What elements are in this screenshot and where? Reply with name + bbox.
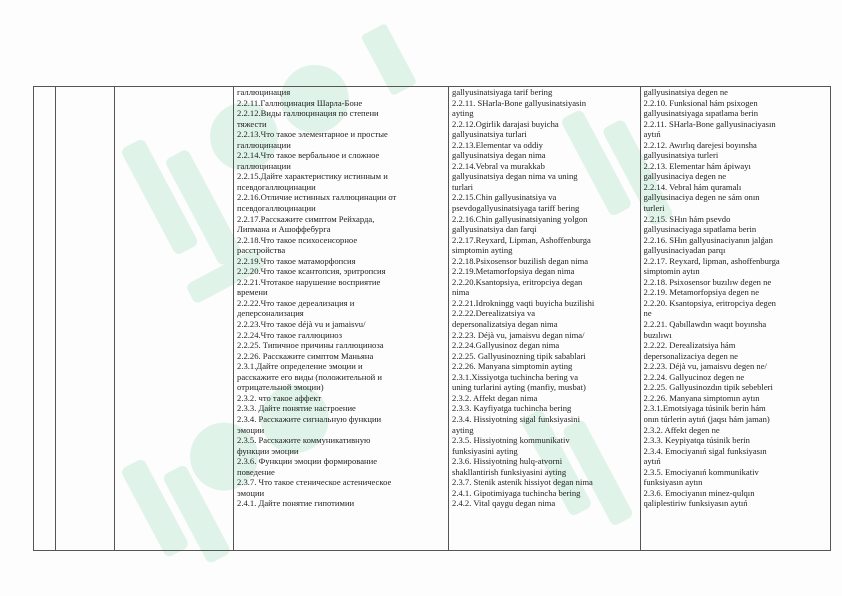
- question-line: 2.2.23.Что такое déjà vu и jamaisvu/: [237, 319, 366, 330]
- question-line: 2.2.13.Что такое элементарное и простые: [237, 129, 388, 140]
- question-line: 2.2.18.Что такое психосенсорное: [237, 234, 358, 245]
- question-line: gallyusinatsiya degan nima va uning: [452, 171, 578, 182]
- question-line: 2.2.11.Галлюцинация Шарла-Боне: [237, 97, 363, 108]
- question-line: psevdogallyusinatsiyaga tariff bering: [452, 203, 580, 214]
- question-line: ayting: [452, 424, 474, 435]
- question-line: 2.2.13. Elementar hám ápiwayı: [643, 160, 751, 171]
- karakalpak-questions-list: [641, 87, 830, 509]
- question-line: Липмана и Ашоффебурга: [237, 224, 331, 235]
- question-line: 2.3.4. Emociyanıń sigal funksiyasın: [643, 445, 767, 456]
- question-line: 2.3.2. Affekt degen ne: [643, 424, 720, 435]
- question-line: поведение: [237, 466, 275, 477]
- question-line: 2.2.22.Derealizatsiya va: [452, 308, 536, 319]
- question-line: 2.2.25. Gallyusinozning tipik sabablari: [452, 350, 586, 361]
- question-line: gallyusinaciyadan parqı: [643, 245, 726, 256]
- question-line: simptomin ayting: [452, 245, 513, 256]
- question-line: 2.3.6. Функции эмоции формирование: [237, 456, 378, 467]
- uzbek-questions-cell: [449, 87, 640, 551]
- question-line: 2.4.1. Gipotimiyaga tuchincha bering: [452, 487, 581, 498]
- question-line: 2.4.2. Vital qaygu degan nima: [452, 498, 556, 509]
- question-line: 2.2.14. Vebral hám quramalı: [643, 181, 742, 192]
- question-line: gallyusinatsiyaga sıpatlama berin: [643, 108, 759, 119]
- question-line: 2.2.17. Reyxard, lipman, ashoffenburga: [643, 255, 780, 266]
- question-line: 2.3.3. Дайте понятие настроение: [237, 403, 356, 414]
- question-line: funksiyasın aytın: [643, 477, 703, 488]
- question-line: gallyusinaciyaga sıpatlama berin: [643, 224, 757, 235]
- question-line: 2.3.3. Keypiyatqa túsinik berin: [643, 435, 750, 446]
- question-line: aytıń: [643, 129, 661, 140]
- question-line: qaliplestiriw funksiyasın aytıń: [643, 498, 748, 509]
- question-line: 2.2.12. Awırlıq darejesi boyınsha: [643, 139, 757, 150]
- question-line: 2.2.19. Metamorfopsiya degen ne: [643, 287, 760, 298]
- topic-cell: [115, 87, 234, 551]
- question-line: 2.2.14.Vebral va murakkab: [452, 160, 545, 171]
- question-line: 2.3.1.Дайте определение эмоции и: [237, 361, 363, 372]
- question-line: 2.2.24.Что такое галлюциноз: [237, 329, 342, 340]
- question-line: расскажите его виды (положительной и: [237, 371, 382, 382]
- question-line: 2.2.24. Gallyucinoz degen ne: [643, 371, 745, 382]
- question-line: 2.2.20. Ksantopsiya, eritropciya degen: [643, 297, 776, 308]
- question-line: 2.3.4. Hissiyotning sigal funksiyasini: [452, 413, 580, 424]
- question-line: тяжести: [237, 118, 267, 129]
- question-line: 2.2.26. Расскажите симптом Маньяна: [237, 350, 374, 361]
- question-line: gallyusinatsiya degan nima: [452, 150, 546, 161]
- question-line: функции эмоции: [237, 445, 299, 456]
- code-cell: [56, 87, 115, 551]
- russian-questions-cell: [234, 87, 449, 551]
- question-line: 2.2.23. Déjà vu, jamaisvu degen ne/: [643, 361, 767, 372]
- question-line: gallyusinatsiyaga tarif bering: [452, 87, 553, 97]
- question-line: 2.3.7. Stenik astenik hissiyot degan nima: [452, 477, 593, 488]
- uzbek-questions-list: [449, 87, 639, 509]
- question-line: gallyusinatsiya dan farqi: [452, 224, 537, 235]
- question-line: gallyusinatsiya degen ne: [643, 87, 728, 97]
- question-line: gallyusinaciya degen ne: [643, 171, 727, 182]
- question-line: 2.3.5. Расскажите коммуникативную: [237, 435, 371, 446]
- questions-table: [33, 86, 831, 551]
- question-line: 2.2.11. SHarla-Bone gallyusinatsiyasin: [452, 97, 587, 108]
- question-line: 2.2.17.Расскажите симптом Рейхарда,: [237, 213, 375, 224]
- question-line: gallyusinaciya degen ne sám onın: [643, 192, 760, 203]
- question-line: 2.3.3. Kayfiyatga tuchincha bering: [452, 403, 572, 414]
- question-line: 2.2.15. SHın hám psevdo: [643, 213, 731, 224]
- question-line: 2.3.2. что такое аффект: [237, 392, 322, 403]
- question-line: 2.2.19.Что такое матаморфопсия: [237, 255, 356, 266]
- question-line: 2.2.15.Дайте характеристику истинным и: [237, 171, 388, 182]
- question-line: 2.2.16.Chin gallyusinatsiyaning yolgon: [452, 213, 588, 224]
- question-line: 2.2.21.Idrokningg vaqti buyicha buzilishi: [452, 297, 595, 308]
- question-line: 2.2.24.Gallyusinoz degan nima: [452, 340, 560, 351]
- question-line: 2.2.12.Ogirlik darajasi buyicha: [452, 118, 559, 129]
- russian-questions-list: [234, 87, 448, 509]
- table-row: [34, 87, 831, 551]
- question-line: simptomin aytın: [643, 266, 700, 277]
- question-line: aytıń: [643, 456, 661, 467]
- karakalpak-questions-cell: [640, 87, 830, 551]
- question-line: галлюцинации: [237, 160, 291, 171]
- question-line: 2.3.6. Emociyanın minez-qulqın: [643, 487, 755, 498]
- question-line: turleri: [643, 203, 665, 214]
- question-line: псевдогаллюцинации: [237, 203, 316, 214]
- question-line: gallyusinatsiya turleri: [643, 150, 719, 161]
- question-line: эмоции: [237, 487, 265, 498]
- question-line: 2.2.11. SHarla-Bone gallyusinaciyasın: [643, 118, 776, 129]
- question-line: 2.2.23. Déjà vu, jamaisvu degan nima/: [452, 329, 585, 340]
- question-line: buzılıwı: [643, 329, 672, 340]
- question-line: 2.2.26. Manyana simptomın aytın: [643, 392, 760, 403]
- question-line: shakllantirish funksiyasini ayting: [452, 466, 567, 477]
- question-line: onın túrlerin aytıń (jaqsı hám jaman): [643, 413, 770, 424]
- question-line: 2.4.1. Дайте понятие гипотимии: [237, 498, 355, 509]
- question-line: 2.3.5. Hissiyotning kommunikativ: [452, 435, 570, 446]
- question-line: nima: [452, 287, 470, 298]
- question-line: 2.3.5. Emociyanıń kommunikativ: [643, 466, 759, 477]
- question-line: расстройства: [237, 245, 286, 256]
- question-line: 2.3.1.Xissiyotga tuchincha bering va: [452, 371, 579, 382]
- question-line: 2.2.21.Чтотакое нарушение восприятие: [237, 276, 381, 287]
- question-line: 2.2.26. Manyana simptomin ayting: [452, 361, 573, 372]
- question-line: funksiyasini ayting: [452, 445, 518, 456]
- question-line: галлюцинация: [237, 87, 291, 97]
- question-line: 2.2.21. Qabıllawdın waqıt boyınsha: [643, 319, 767, 330]
- question-line: 2.2.25. Типичное причины галлюциноза: [237, 340, 384, 351]
- question-line: 2.2.16. SHın gallyusinaciyanın jalǵan: [643, 234, 773, 245]
- question-line: ne: [643, 308, 652, 319]
- question-line: depersonalizaciya degen ne: [643, 350, 738, 361]
- question-line: времени: [237, 287, 268, 298]
- question-line: 2.3.2. Affekt degan nima: [452, 392, 538, 403]
- question-line: uning turlarini ayting (manfiy, musbat): [452, 382, 586, 393]
- question-line: depersonalizatsiya degan nima: [452, 319, 558, 330]
- question-line: 2.2.20.Что такое ксантопсия, эритропсия: [237, 266, 386, 277]
- question-line: 2.2.12.Виды галлюцинация по степени: [237, 108, 379, 119]
- question-line: 2.2.20.Ksantopsiya, eritropciya degan: [452, 276, 583, 287]
- question-line: 2.2.19.Metamorfopsiya degan nima: [452, 266, 575, 277]
- question-line: эмоции: [237, 424, 265, 435]
- question-line: ayting: [452, 108, 474, 119]
- question-line: 2.2.18.Psixosensor buzilish degan nima: [452, 255, 589, 266]
- question-line: 2.2.22.Что такое дереализация и: [237, 297, 355, 308]
- question-line: 2.3.1.Emotsiyaga túsinik berin hám: [643, 403, 766, 414]
- question-line: gallyusinatsiya turlari: [452, 129, 527, 140]
- question-line: 2.2.18. Psixosensor buzılıw degen ne: [643, 276, 772, 287]
- index-cell: [34, 87, 56, 551]
- question-line: 2.2.14.Что такое вербальное и сложное: [237, 150, 380, 161]
- question-line: галлюцинации: [237, 139, 291, 150]
- question-line: 2.3.7. Что такое стеническое астеническое: [237, 477, 392, 488]
- question-line: turlari: [452, 181, 474, 192]
- question-line: 2.2.17.Reyxard, Lipman, Ashoffenburga: [452, 234, 591, 245]
- question-line: отрицательной эмоции): [237, 382, 324, 393]
- question-line: 2.2.13.Elementar va oddiy: [452, 139, 543, 150]
- question-line: 2.2.10. Funksional hám psixogen: [643, 97, 758, 108]
- question-line: 2.2.16.Отличие истинных галлюцинации от: [237, 192, 397, 203]
- question-line: 2.3.4. Расскажите сигнальную функции: [237, 413, 382, 424]
- question-line: псевдогаллюцинации: [237, 181, 316, 192]
- question-line: деперсонализация: [237, 308, 304, 319]
- question-line: 2.2.15.Chin gallyusinatsiya va: [452, 192, 557, 203]
- question-line: 2.3.6. Hissiyotning hulq-atvorni: [452, 456, 563, 467]
- question-line: 2.2.22. Derealizatsiya hám: [643, 340, 736, 351]
- question-line: 2.2.25. Gallyusinozdın tipik sebebleri: [643, 382, 773, 393]
